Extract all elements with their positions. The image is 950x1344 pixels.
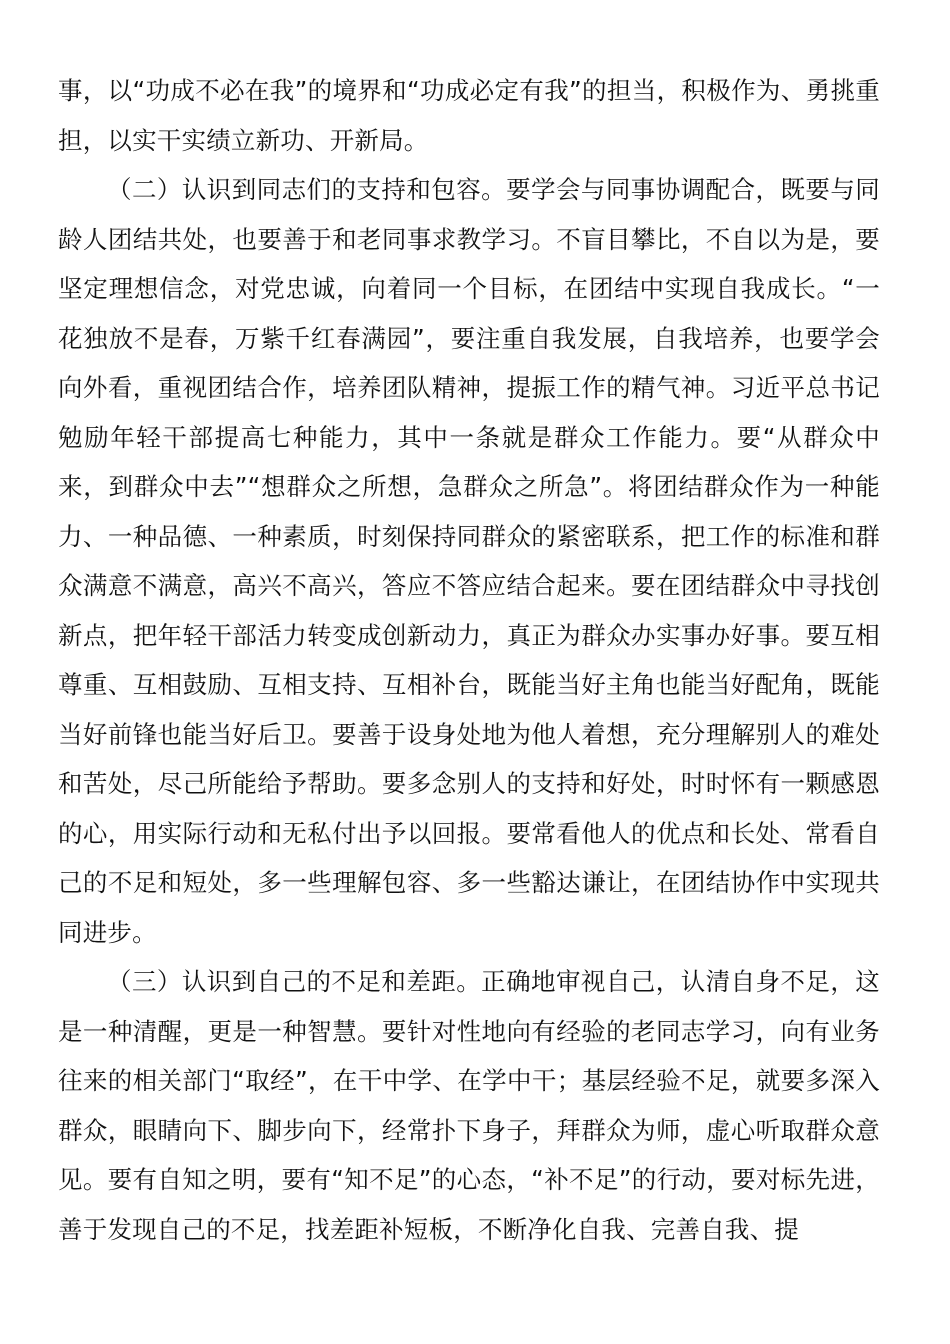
paragraph-section-two: （二）认识到同志们的支持和包容。要学会与同事协调配合，既要与同龄人团结共处，也要善于和老同事求教学习。不盲目攀比，不自以为是，要坚定理想信念，对党忠诚，向着同一个目标，在团结中实现自我成长。“一花独放不是春，万紫千红春满园”，要注重自我发展，自我培养，也要学会向外看，重视团结合作，培养团队精神，提振工作的精气神。习近平总书记勉励年轻干部提高七种能力，其中一条就是群众工作能力。要“从群众中来，到群众中去”“想群众之所想，急群众之所急”。将团结群众作为一种能力、一种品德、一种素质，时刻保持同群众的紧密联系，把工作的标准和群众满意不满意，高兴不高兴，答应不答应结合起来。要在团结群众中寻找创新点，把年轻干部活力转变成创新动力，真正为群众办实事办好事。要互相尊重、互相鼓励、互相支持、互相补台，既能当好主角也能当好配角，既能当好前锋也能当好后卫。要善于设身处地为他人着想，充分理解别人的难处和苦处，尽己所能给予帮助。要多念别人的支持和好处，时时怀有一颗感恩的心，用实际行动和无私付出予以回报。要常看他人的优点和长处、常看自己的不足和短处，多一些理解包容、多一些豁达谦让，在团结协作中实现共同进步。	[58, 175, 880, 947]
paragraph-section-three: （三）认识到自己的不足和差距。正确地审视自己，认清自身不足，这是一种清醒，更是一种智慧。要针对性地向有经验的老同志学习，向有业务往来的相关部门“取经”，在干中学、在学中干；基层经验不足，就要多深入群众，眼睛向下、脚步向下，经常扑下身子，拜群众为师，虚心听取群众意见。要有自知之明，要有“知不足”的心态，“补不足”的行动，要对标先进，善于发现自己的不足，找差距补短板，不断净化自我、完善自我、提	[58, 967, 880, 1244]
document-body	[58, 66, 880, 1254]
paragraph-continuation: 事，以“功成不必在我”的境界和“功成必定有我”的担当，积极作为、勇挑重担，以实干实绩立新功、开新局。	[58, 76, 880, 155]
